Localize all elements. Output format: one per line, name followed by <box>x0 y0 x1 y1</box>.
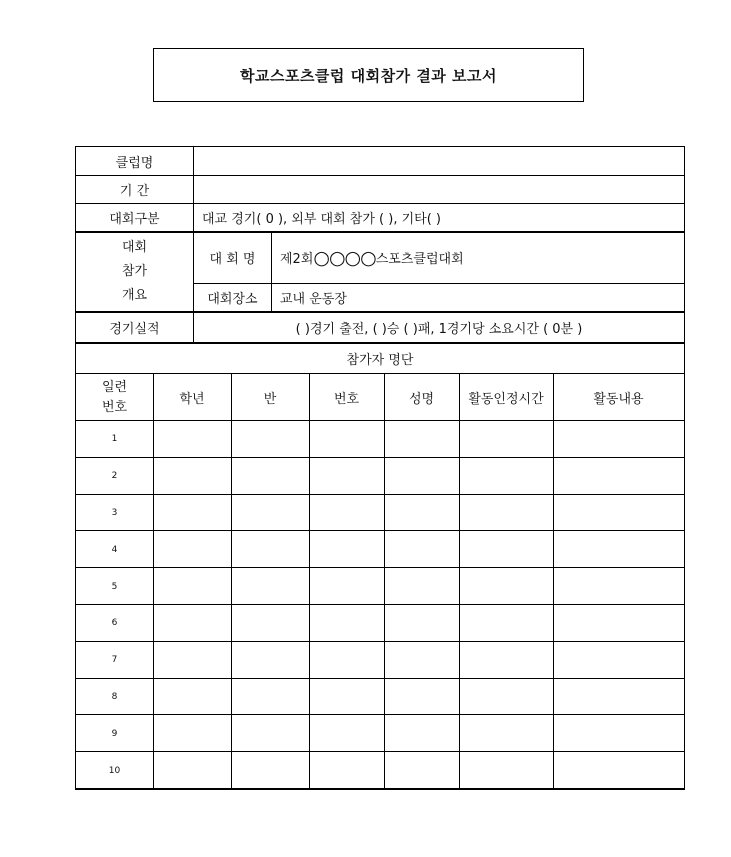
class-header: 반 <box>263 392 277 407</box>
venue-value: 교내 운동장 <box>280 291 347 307</box>
overview-label-line: 참가 <box>121 263 148 279</box>
grid-line <box>309 373 310 790</box>
row-number: 1 <box>111 434 118 445</box>
grid-line <box>553 373 554 790</box>
grid-line <box>271 231 272 312</box>
serial-number-header <box>76 374 153 421</box>
grid-line <box>231 373 232 790</box>
row-number: 5 <box>111 581 118 592</box>
grid-line <box>75 175 685 176</box>
grid-line <box>75 789 685 790</box>
document-title: 학교스포츠클럽 대회참가 결과 보고서 <box>153 48 584 102</box>
period-label: 기 간 <box>119 183 150 199</box>
number-header: 번호 <box>333 392 360 407</box>
category-label: 대회구분 <box>109 211 160 227</box>
grid-line <box>75 420 685 421</box>
competition-name-value <box>272 232 684 283</box>
category-value: 대교 경기( 0 ), 외부 대회 참가 ( ), 기타( ) <box>202 211 441 227</box>
grid-line <box>75 604 685 605</box>
competition-name-label: 대 회 명 <box>209 252 256 267</box>
grid-line <box>75 751 685 752</box>
grid-line <box>684 146 685 790</box>
row-number: 8 <box>111 691 118 702</box>
row-number: 2 <box>111 471 118 482</box>
grid-line <box>75 146 76 790</box>
overview-label <box>76 232 193 311</box>
grid-line <box>384 373 385 790</box>
record-value: ( )경기 출전, ( )승 ( )패, 1경기당 소요시간 ( 0분 ) <box>295 321 583 337</box>
overview-label-line: 개요 <box>121 287 148 303</box>
venue-label: 대회장소 <box>207 291 258 307</box>
record-label: 경기실적 <box>109 321 160 337</box>
competition-name-prefix: 제2회 <box>280 252 314 267</box>
grid-line <box>75 203 685 204</box>
grid-line <box>75 146 685 147</box>
grid-line <box>459 373 460 790</box>
roster-title: 참가자 명단 <box>346 353 414 368</box>
grid-line <box>75 530 685 531</box>
grid-line <box>75 788 685 789</box>
grid-line <box>75 567 685 568</box>
grid-line <box>75 494 685 495</box>
club-value[interactable] <box>194 147 684 175</box>
grid-line <box>75 342 685 344</box>
club-label: 클럽명 <box>115 155 154 171</box>
grid-line <box>75 311 685 313</box>
serial-header-line: 번호 <box>101 399 128 415</box>
name-header: 성명 <box>408 392 435 407</box>
grid-line <box>153 373 154 790</box>
grid-line <box>75 231 685 233</box>
competition-name-suffix: 스포츠클럽대회 <box>375 252 464 267</box>
grid-line <box>75 457 685 458</box>
row-number: 6 <box>111 618 118 629</box>
competition-name-circles: ○○○○ <box>313 246 376 269</box>
grid-line <box>75 373 685 374</box>
grade-header: 학년 <box>179 392 205 407</box>
grid-line <box>193 283 685 284</box>
grid-line <box>75 641 685 642</box>
period-value[interactable] <box>194 175 684 203</box>
row-number: 4 <box>111 544 118 555</box>
grid-line <box>193 146 194 343</box>
activity-content-header: 활동내용 <box>593 392 644 407</box>
row-number: 7 <box>111 655 118 666</box>
activity-hours-header: 활동인정시간 <box>468 392 544 407</box>
serial-header-line: 일련 <box>101 379 128 395</box>
grid-line <box>75 714 685 715</box>
grid-line <box>75 678 685 679</box>
row-number: 9 <box>111 728 118 739</box>
row-number: 3 <box>111 507 118 518</box>
overview-label-line: 대회 <box>121 239 148 255</box>
row-number: 10 <box>108 765 121 776</box>
